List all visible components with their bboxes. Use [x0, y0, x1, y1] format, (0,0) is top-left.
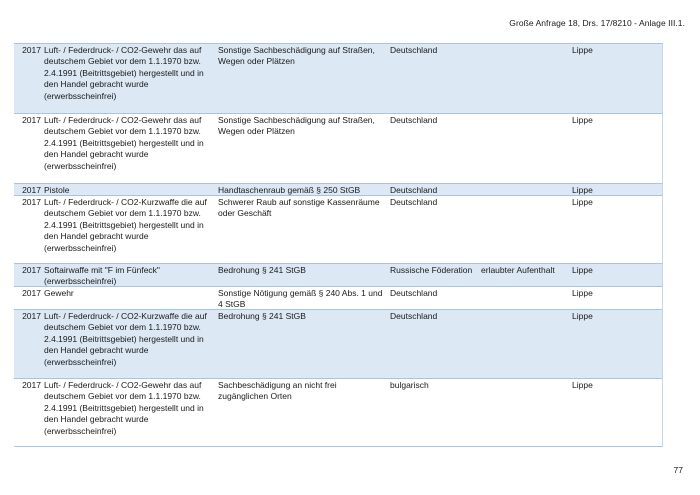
year-cell: 2017	[22, 311, 41, 321]
nationality-cell: bulgarisch	[390, 380, 429, 390]
residence-status-cell	[479, 114, 570, 183]
weapon-cell: Luft- / Federdruck- / CO2-Gewehr das auf deutschem Gebiet vor dem 1.1.1970 bzw. 2.4.1991 (Beitrittsgebiet) hergestellt und in den Handel gebracht wurde (erwerbsscheinfrei)	[44, 380, 204, 436]
table-row	[14, 309, 662, 378]
year-cell: 2017	[22, 115, 41, 125]
page-number: 77	[673, 465, 683, 475]
table-row	[14, 378, 662, 446]
table-row	[14, 195, 662, 263]
district-cell: Lippe	[572, 185, 593, 195]
district-cell: Lippe	[572, 380, 593, 390]
data-table	[14, 43, 663, 447]
offense-cell: Schwerer Raub auf sonstige Kassenräume oder Geschäft	[218, 197, 380, 219]
table-row	[14, 263, 662, 286]
nationality-cell: Deutschland	[390, 185, 438, 195]
district-cell: Lippe	[572, 197, 593, 207]
year-cell: 2017	[22, 380, 41, 390]
weapon-cell: Gewehr	[44, 288, 74, 298]
district-cell: Lippe	[572, 311, 593, 321]
weapon-cell: Luft- / Federdruck- / CO2-Gewehr das auf deutschem Gebiet vor dem 1.1.1970 bzw. 2.4.1991 (Beitrittsgebiet) hergestellt und in den Handel gebracht wurde (erwerbsscheinfrei)	[44, 115, 204, 171]
weapon-cell: Luft- / Federdruck- / CO2-Gewehr das auf deutschem Gebiet vor dem 1.1.1970 bzw. 2.4.1991 (Beitrittsgebiet) hergestellt und in den Handel gebracht wurde (erwerbsscheinfrei)	[44, 45, 204, 101]
nationality-cell: Russische Föderation	[390, 265, 473, 275]
weapon-cell: Luft- / Federdruck- / CO2-Kurzwaffe die auf deutschem Gebiet vor dem 1.1.1970 bzw. 2.4.1991 (Beitrittsgebiet) hergestellt und in den Handel gebracht wurde (erwerbsscheinfrei)	[44, 311, 207, 367]
district-cell: Lippe	[572, 115, 593, 125]
table-row	[14, 113, 662, 183]
document-header: Große Anfrage 18, Drs. 17/8210 - Anlage III.1.	[509, 18, 685, 28]
year-cell: 2017	[22, 265, 41, 275]
offense-cell: Sonstige Nötigung gemäß § 240 Abs. 1 und 4 StGB	[218, 288, 383, 309]
district-cell: Lippe	[572, 265, 593, 275]
offense-cell: Bedrohung § 241 StGB	[218, 311, 306, 321]
nationality-cell: Deutschland	[390, 311, 438, 321]
nationality-cell: Deutschland	[390, 45, 438, 55]
residence-status-cell: erlaubter Aufenthalt	[481, 265, 555, 275]
year-cell: 2017	[22, 185, 41, 195]
offense-cell: Bedrohung § 241 StGB	[218, 265, 306, 275]
offense-cell: Sonstige Sachbeschädigung auf Straßen, Wegen oder Plätzen	[218, 45, 375, 67]
offense-cell: Handtaschenraub gemäß § 250 StGB	[218, 185, 361, 195]
table-row	[14, 44, 662, 113]
year-cell: 2017	[22, 45, 41, 55]
district-cell: Lippe	[572, 288, 593, 298]
table-row	[14, 183, 662, 195]
year-cell: 2017	[22, 288, 41, 298]
residence-status-cell	[479, 44, 570, 113]
residence-status-cell	[479, 379, 570, 446]
residence-status-cell	[479, 287, 570, 309]
year-cell: 2017	[22, 197, 41, 207]
nationality-cell: Deutschland	[390, 197, 438, 207]
residence-status-cell	[479, 184, 570, 195]
residence-status-cell	[479, 310, 570, 378]
nationality-cell: Deutschland	[390, 288, 438, 298]
weapon-cell: Luft- / Federdruck- / CO2-Kurzwaffe die auf deutschem Gebiet vor dem 1.1.1970 bzw. 2.4.1991 (Beitrittsgebiet) hergestellt und in den Handel gebracht wurde (erwerbsscheinfrei)	[44, 197, 207, 253]
offense-cell: Sachbeschädigung an nicht frei zugänglichen Orten	[218, 380, 337, 402]
table-row	[14, 286, 662, 309]
residence-status-cell	[479, 196, 570, 263]
district-cell: Lippe	[572, 45, 593, 55]
nationality-cell: Deutschland	[390, 115, 438, 125]
weapon-cell: Pistole	[44, 185, 70, 195]
offense-cell: Sonstige Sachbeschädigung auf Straßen, Wegen oder Plätzen	[218, 115, 375, 137]
weapon-cell: Softairwaffe mit "F im Fünfeck" (erwerbsscheinfrei)	[44, 265, 160, 286]
